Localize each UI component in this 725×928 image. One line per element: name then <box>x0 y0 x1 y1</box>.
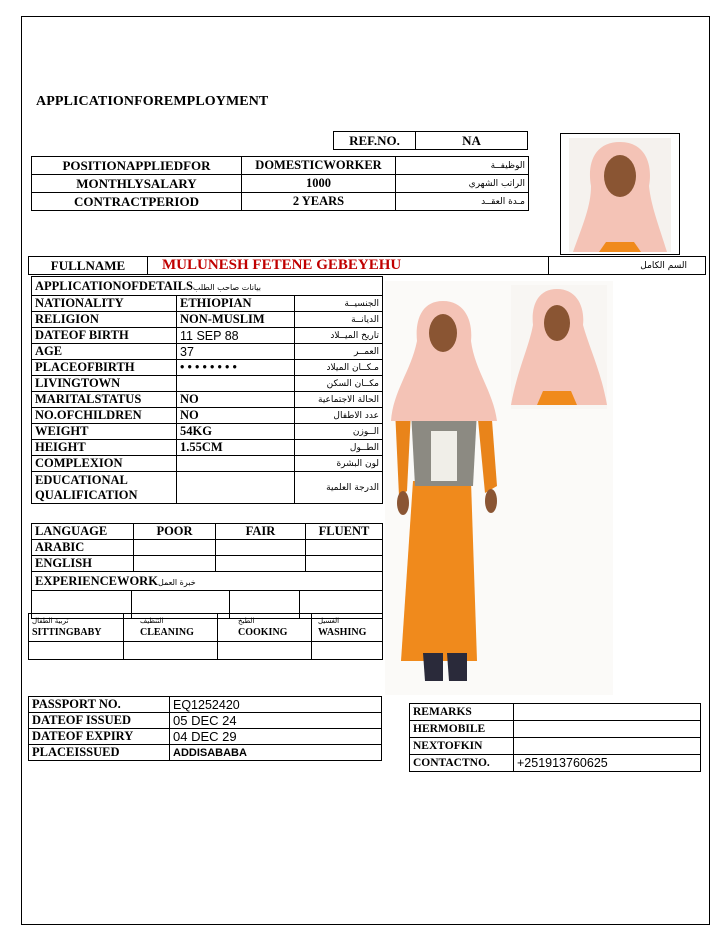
detail-label: AGE <box>32 344 177 360</box>
passport-value: ADDISABABA <box>170 745 382 761</box>
remarks-value <box>514 704 701 721</box>
detail-arabic: الجنسيــة <box>295 296 383 312</box>
remarks-label: NEXTOFKIN <box>410 738 514 755</box>
language-header-fair: FAIR <box>216 524 306 540</box>
experience-table <box>31 571 383 619</box>
remarks-value: +251913760625 <box>514 755 701 772</box>
full-body-photo-frame <box>385 281 613 695</box>
remarks-row <box>410 721 701 738</box>
salary-label: MONTHLYSALARY <box>32 175 242 193</box>
position-arabic: الوظيفــة <box>396 157 529 175</box>
language-cell <box>134 556 216 572</box>
detail-row <box>32 472 383 504</box>
skills-row <box>29 614 383 642</box>
remarks-value <box>514 721 701 738</box>
detail-label: PLACEOFBIRTH <box>32 360 177 376</box>
detail-row <box>32 440 383 456</box>
skill-label: WASHING <box>318 627 367 638</box>
details-header-arabic: بيانات صاحب الطلب <box>192 283 262 292</box>
detail-label: MARITALSTATUS <box>32 392 177 408</box>
full-body-photo <box>385 281 613 695</box>
detail-row <box>32 328 383 344</box>
contract-arabic: مـدة العقــد <box>396 193 529 211</box>
portrait-photo-frame <box>560 133 680 255</box>
skill-cell <box>124 642 218 660</box>
detail-row <box>32 392 383 408</box>
page-title: APPLICATIONFOREMPLOYMENT <box>36 94 269 109</box>
passport-value: EQ1252420 <box>170 697 382 713</box>
skills-table <box>28 613 383 660</box>
detail-row <box>32 344 383 360</box>
position-value: DOMESTICWORKER <box>242 157 396 175</box>
remarks-table <box>409 703 701 772</box>
details-header-row <box>32 277 383 296</box>
detail-row <box>32 408 383 424</box>
passport-value: 05 DEC 24 <box>170 713 382 729</box>
skill-washing <box>312 614 383 642</box>
language-row <box>32 556 383 572</box>
passport-row <box>29 729 382 745</box>
detail-arabic: الــوزن <box>295 424 383 440</box>
language-cell <box>216 556 306 572</box>
experience-header <box>32 572 383 591</box>
detail-arabic: لون البشرة <box>295 456 383 472</box>
detail-value: NO <box>177 408 295 424</box>
detail-row <box>32 296 383 312</box>
skill-label: CLEANING <box>140 627 194 638</box>
position-label: POSITIONAPPLIEDFOR <box>32 157 242 175</box>
detail-label: COMPLEXION <box>32 456 177 472</box>
details-header <box>32 277 383 296</box>
language-label: ARABIC <box>32 540 134 556</box>
passport-label: PASSPORT NO. <box>29 697 170 713</box>
remarks-label: REMARKS <box>410 704 514 721</box>
details-table <box>31 276 383 504</box>
language-header: LANGUAGE <box>32 524 134 540</box>
detail-arabic: الطــول <box>295 440 383 456</box>
skill-arabic: الغسيل <box>318 617 340 625</box>
language-header-fluent: FLUENT <box>306 524 383 540</box>
remarks-row <box>410 704 701 721</box>
language-table <box>31 523 383 572</box>
salary-row <box>32 175 529 193</box>
detail-label: LIVINGTOWN <box>32 376 177 392</box>
detail-value <box>177 472 295 504</box>
detail-label: DATEOF BIRTH <box>32 328 177 344</box>
detail-value: NO <box>177 392 295 408</box>
language-cell <box>216 540 306 556</box>
passport-label: DATEOF EXPIRY <box>29 729 170 745</box>
language-label: ENGLISH <box>32 556 134 572</box>
language-cell <box>306 556 383 572</box>
detail-arabic: تاريخ الميــلاد <box>295 328 383 344</box>
remarks-row <box>410 738 701 755</box>
detail-value: 37 <box>177 344 295 360</box>
detail-value <box>177 456 295 472</box>
detail-value: 1.55CM <box>177 440 295 456</box>
details-header-label: APPLICATIONOFDETAILS <box>35 279 193 293</box>
experience-arabic: خبرة العمل <box>157 578 196 587</box>
fullname-table <box>28 256 706 275</box>
contract-label: CONTRACTPERIOD <box>32 193 242 211</box>
detail-label: EDUCATIONAL QUALIFICATION <box>32 472 177 504</box>
skill-cell <box>29 642 124 660</box>
language-row <box>32 540 383 556</box>
detail-label: RELIGION <box>32 312 177 328</box>
passport-value: 04 DEC 29 <box>170 729 382 745</box>
detail-row <box>32 360 383 376</box>
detail-arabic: مكــان السكن <box>295 376 383 392</box>
skill-label: COOKING <box>238 627 288 638</box>
salary-arabic: الراتب الشهري <box>396 175 529 193</box>
ref-label: REF.NO. <box>334 132 416 150</box>
skill-cell <box>312 642 383 660</box>
detail-arabic: العمــر <box>295 344 383 360</box>
contract-row <box>32 193 529 211</box>
passport-table <box>28 696 382 761</box>
detail-row <box>32 376 383 392</box>
skill-cooking <box>218 614 312 642</box>
detail-label: NATIONALITY <box>32 296 177 312</box>
detail-value: 11 SEP 88 <box>177 328 295 344</box>
remarks-value <box>514 738 701 755</box>
experience-header-row <box>32 572 383 591</box>
language-header-row <box>32 524 383 540</box>
ref-table <box>333 131 528 150</box>
detail-arabic: مـكــان الميلاد <box>295 360 383 376</box>
detail-label: NO.OFCHILDREN <box>32 408 177 424</box>
skill-arabic: تربية الطفال <box>32 617 69 625</box>
detail-arabic: عدد الاطفال <box>295 408 383 424</box>
position-row <box>32 157 529 175</box>
fullname-value: MULUNESH FETENE GEBEYEHU <box>148 257 549 275</box>
skill-arabic: الطبخ <box>238 617 255 625</box>
salary-value: 1000 <box>242 175 396 193</box>
skill-label: SITTINGBABY <box>32 627 102 638</box>
passport-label: DATEOF ISSUED <box>29 713 170 729</box>
portrait-photo <box>561 134 679 254</box>
remarks-label: HERMOBILE <box>410 721 514 738</box>
experience-label: EXPERIENCEWORK <box>35 574 158 588</box>
detail-value <box>177 376 295 392</box>
detail-row <box>32 312 383 328</box>
language-cell <box>306 540 383 556</box>
passport-row <box>29 745 382 761</box>
detail-row <box>32 456 383 472</box>
passport-row <box>29 713 382 729</box>
detail-label: HEIGHT <box>32 440 177 456</box>
skill-cell <box>218 642 312 660</box>
skill-sitting-baby <box>29 614 124 642</box>
language-header-poor: POOR <box>134 524 216 540</box>
detail-arabic: الديانــة <box>295 312 383 328</box>
contract-value: 2 YEARS <box>242 193 396 211</box>
detail-arabic: الحالة الاجتماعية <box>295 392 383 408</box>
remarks-row <box>410 755 701 772</box>
detail-value: NON-MUSLIM <box>177 312 295 328</box>
skills-blank-row <box>29 642 383 660</box>
detail-value: ETHIOPIAN <box>177 296 295 312</box>
remarks-label: CONTACTNO. <box>410 755 514 772</box>
passport-row <box>29 697 382 713</box>
detail-row <box>32 424 383 440</box>
skill-cleaning <box>124 614 218 642</box>
position-table <box>31 156 529 211</box>
detail-value: • • • • • • • • <box>177 360 295 376</box>
skill-arabic: التنظيف <box>140 617 164 625</box>
fullname-arabic: السم الكامل <box>549 257 706 275</box>
detail-value: 54KG <box>177 424 295 440</box>
fullname-label: FULLNAME <box>29 257 148 275</box>
detail-arabic: الدرجة العلمية <box>295 472 383 504</box>
passport-label: PLACEISSUED <box>29 745 170 761</box>
language-cell <box>134 540 216 556</box>
detail-label: WEIGHT <box>32 424 177 440</box>
ref-value: NA <box>416 132 528 150</box>
